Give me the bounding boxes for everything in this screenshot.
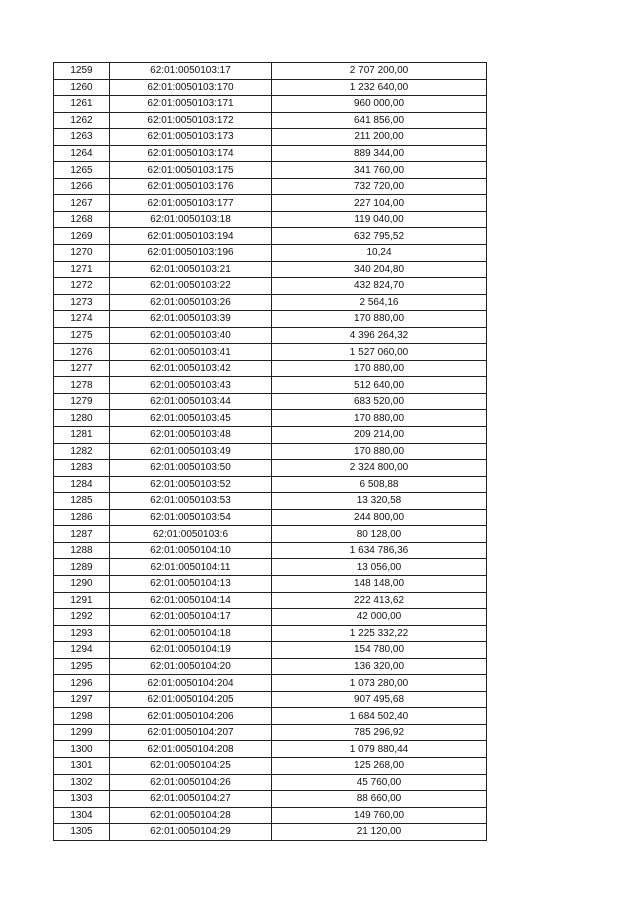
cadastral-number-cell: 62:01:0050103:40 bbox=[110, 327, 272, 344]
row-number-cell: 1263 bbox=[54, 129, 110, 146]
table-row bbox=[54, 96, 487, 113]
table-row bbox=[54, 443, 487, 460]
row-number-cell: 1281 bbox=[54, 427, 110, 444]
cadastral-number-cell: 62:01:0050104:206 bbox=[110, 708, 272, 725]
cadastral-value-cell: 4 396 264,32 bbox=[272, 327, 487, 344]
cadastral-number-cell: 62:01:0050104:17 bbox=[110, 609, 272, 626]
cadastral-number-cell: 62:01:0050104:11 bbox=[110, 559, 272, 576]
table-row bbox=[54, 542, 487, 559]
row-number-cell: 1299 bbox=[54, 724, 110, 741]
cadastral-value-cell: 1 634 786,36 bbox=[272, 542, 487, 559]
row-number-cell: 1280 bbox=[54, 410, 110, 427]
table-row bbox=[54, 625, 487, 642]
row-number-cell: 1277 bbox=[54, 360, 110, 377]
table-row bbox=[54, 195, 487, 212]
row-number-cell: 1286 bbox=[54, 509, 110, 526]
cadastral-number-cell: 62:01:0050103:171 bbox=[110, 96, 272, 113]
cadastral-number-cell: 62:01:0050104:205 bbox=[110, 691, 272, 708]
cadastral-value-table bbox=[53, 62, 487, 841]
row-number-cell: 1303 bbox=[54, 791, 110, 808]
cadastral-number-cell: 62:01:0050103:48 bbox=[110, 427, 272, 444]
cadastral-number-cell: 62:01:0050103:49 bbox=[110, 443, 272, 460]
cadastral-number-cell: 62:01:0050103:43 bbox=[110, 377, 272, 394]
cadastral-number-cell: 62:01:0050103:6 bbox=[110, 526, 272, 543]
cadastral-value-cell: 1 684 502,40 bbox=[272, 708, 487, 725]
cadastral-value-cell: 149 760,00 bbox=[272, 807, 487, 824]
row-number-cell: 1288 bbox=[54, 542, 110, 559]
cadastral-number-cell: 62:01:0050103:44 bbox=[110, 393, 272, 410]
table-row bbox=[54, 162, 487, 179]
row-number-cell: 1271 bbox=[54, 261, 110, 278]
table-row bbox=[54, 327, 487, 344]
cadastral-value-cell: 45 760,00 bbox=[272, 774, 487, 791]
cadastral-number-cell: 62:01:0050104:29 bbox=[110, 824, 272, 841]
cadastral-value-cell: 88 660,00 bbox=[272, 791, 487, 808]
cadastral-value-cell: 170 880,00 bbox=[272, 443, 487, 460]
cadastral-value-cell: 732 720,00 bbox=[272, 178, 487, 195]
row-number-cell: 1278 bbox=[54, 377, 110, 394]
row-number-cell: 1269 bbox=[54, 228, 110, 245]
cadastral-value-cell: 340 204,80 bbox=[272, 261, 487, 278]
table-row bbox=[54, 807, 487, 824]
cadastral-value-cell: 21 120,00 bbox=[272, 824, 487, 841]
cadastral-value-cell: 1 225 332,22 bbox=[272, 625, 487, 642]
table-row bbox=[54, 245, 487, 262]
cadastral-number-cell: 62:01:0050104:28 bbox=[110, 807, 272, 824]
cadastral-value-cell: 2 324 800,00 bbox=[272, 460, 487, 477]
table-row bbox=[54, 493, 487, 510]
table-row bbox=[54, 145, 487, 162]
cadastral-number-cell: 62:01:0050103:26 bbox=[110, 294, 272, 311]
table-row bbox=[54, 708, 487, 725]
cadastral-number-cell: 62:01:0050103:21 bbox=[110, 261, 272, 278]
cadastral-value-cell: 1 232 640,00 bbox=[272, 79, 487, 96]
table-row bbox=[54, 344, 487, 361]
table-row bbox=[54, 791, 487, 808]
row-number-cell: 1285 bbox=[54, 493, 110, 510]
row-number-cell: 1295 bbox=[54, 658, 110, 675]
table-row bbox=[54, 63, 487, 80]
table-row bbox=[54, 393, 487, 410]
row-number-cell: 1300 bbox=[54, 741, 110, 758]
table-row bbox=[54, 559, 487, 576]
row-number-cell: 1274 bbox=[54, 311, 110, 328]
row-number-cell: 1267 bbox=[54, 195, 110, 212]
table-row bbox=[54, 261, 487, 278]
cadastral-value-cell: 341 760,00 bbox=[272, 162, 487, 179]
cadastral-value-cell: 13 056,00 bbox=[272, 559, 487, 576]
table-row bbox=[54, 178, 487, 195]
cadastral-number-cell: 62:01:0050104:27 bbox=[110, 791, 272, 808]
table-row bbox=[54, 360, 487, 377]
cadastral-value-cell: 907 495,68 bbox=[272, 691, 487, 708]
cadastral-value-cell: 960 000,00 bbox=[272, 96, 487, 113]
table-row bbox=[54, 526, 487, 543]
row-number-cell: 1268 bbox=[54, 211, 110, 228]
table-body bbox=[54, 63, 487, 841]
cadastral-number-cell: 62:01:0050103:41 bbox=[110, 344, 272, 361]
table-row bbox=[54, 129, 487, 146]
row-number-cell: 1266 bbox=[54, 178, 110, 195]
table-row bbox=[54, 757, 487, 774]
row-number-cell: 1259 bbox=[54, 63, 110, 80]
table-row bbox=[54, 377, 487, 394]
cadastral-value-cell: 209 214,00 bbox=[272, 427, 487, 444]
table-row bbox=[54, 410, 487, 427]
row-number-cell: 1290 bbox=[54, 575, 110, 592]
cadastral-value-cell: 632 795,52 bbox=[272, 228, 487, 245]
row-number-cell: 1293 bbox=[54, 625, 110, 642]
cadastral-number-cell: 62:01:0050103:173 bbox=[110, 129, 272, 146]
table-row bbox=[54, 460, 487, 477]
cadastral-number-cell: 62:01:0050103:50 bbox=[110, 460, 272, 477]
cadastral-number-cell: 62:01:0050104:207 bbox=[110, 724, 272, 741]
row-number-cell: 1289 bbox=[54, 559, 110, 576]
row-number-cell: 1282 bbox=[54, 443, 110, 460]
row-number-cell: 1292 bbox=[54, 609, 110, 626]
cadastral-value-cell: 6 508,88 bbox=[272, 476, 487, 493]
table-row bbox=[54, 79, 487, 96]
row-number-cell: 1260 bbox=[54, 79, 110, 96]
cadastral-value-cell: 2 707 200,00 bbox=[272, 63, 487, 80]
cadastral-value-cell: 13 320,58 bbox=[272, 493, 487, 510]
cadastral-number-cell: 62:01:0050103:45 bbox=[110, 410, 272, 427]
cadastral-number-cell: 62:01:0050103:18 bbox=[110, 211, 272, 228]
row-number-cell: 1291 bbox=[54, 592, 110, 609]
table-row bbox=[54, 311, 487, 328]
row-number-cell: 1302 bbox=[54, 774, 110, 791]
table-row bbox=[54, 427, 487, 444]
cadastral-value-cell: 2 564,16 bbox=[272, 294, 487, 311]
table-row bbox=[54, 741, 487, 758]
cadastral-number-cell: 62:01:0050103:170 bbox=[110, 79, 272, 96]
cadastral-value-cell: 432 824,70 bbox=[272, 278, 487, 295]
row-number-cell: 1275 bbox=[54, 327, 110, 344]
row-number-cell: 1265 bbox=[54, 162, 110, 179]
table-row bbox=[54, 112, 487, 129]
cadastral-value-cell: 119 040,00 bbox=[272, 211, 487, 228]
table-row bbox=[54, 211, 487, 228]
cadastral-value-cell: 1 079 880,44 bbox=[272, 741, 487, 758]
cadastral-value-cell: 125 268,00 bbox=[272, 757, 487, 774]
cadastral-number-cell: 62:01:0050104:204 bbox=[110, 675, 272, 692]
cadastral-value-cell: 641 856,00 bbox=[272, 112, 487, 129]
row-number-cell: 1301 bbox=[54, 757, 110, 774]
cadastral-value-cell: 1 073 280,00 bbox=[272, 675, 487, 692]
cadastral-number-cell: 62:01:0050103:176 bbox=[110, 178, 272, 195]
cadastral-number-cell: 62:01:0050104:10 bbox=[110, 542, 272, 559]
table-row bbox=[54, 642, 487, 659]
table-row bbox=[54, 691, 487, 708]
cadastral-number-cell: 62:01:0050104:25 bbox=[110, 757, 272, 774]
cadastral-value-cell: 244 800,00 bbox=[272, 509, 487, 526]
cadastral-value-cell: 170 880,00 bbox=[272, 311, 487, 328]
table-row bbox=[54, 228, 487, 245]
cadastral-value-cell: 889 344,00 bbox=[272, 145, 487, 162]
cadastral-number-cell: 62:01:0050103:22 bbox=[110, 278, 272, 295]
row-number-cell: 1294 bbox=[54, 642, 110, 659]
cadastral-value-cell: 80 128,00 bbox=[272, 526, 487, 543]
cadastral-value-cell: 154 780,00 bbox=[272, 642, 487, 659]
row-number-cell: 1287 bbox=[54, 526, 110, 543]
table-row bbox=[54, 824, 487, 841]
table-row bbox=[54, 476, 487, 493]
cadastral-number-cell: 62:01:0050103:39 bbox=[110, 311, 272, 328]
table-row bbox=[54, 675, 487, 692]
row-number-cell: 1298 bbox=[54, 708, 110, 725]
row-number-cell: 1305 bbox=[54, 824, 110, 841]
table-row bbox=[54, 278, 487, 295]
cadastral-number-cell: 62:01:0050104:26 bbox=[110, 774, 272, 791]
row-number-cell: 1261 bbox=[54, 96, 110, 113]
cadastral-number-cell: 62:01:0050103:172 bbox=[110, 112, 272, 129]
row-number-cell: 1296 bbox=[54, 675, 110, 692]
cadastral-value-cell: 683 520,00 bbox=[272, 393, 487, 410]
cadastral-number-cell: 62:01:0050104:208 bbox=[110, 741, 272, 758]
cadastral-number-cell: 62:01:0050104:18 bbox=[110, 625, 272, 642]
cadastral-number-cell: 62:01:0050104:20 bbox=[110, 658, 272, 675]
cadastral-value-cell: 211 200,00 bbox=[272, 129, 487, 146]
cadastral-value-cell: 42 000,00 bbox=[272, 609, 487, 626]
row-number-cell: 1297 bbox=[54, 691, 110, 708]
table-row bbox=[54, 774, 487, 791]
row-number-cell: 1264 bbox=[54, 145, 110, 162]
cadastral-value-cell: 227 104,00 bbox=[272, 195, 487, 212]
table-row bbox=[54, 575, 487, 592]
table-row bbox=[54, 592, 487, 609]
cadastral-number-cell: 62:01:0050103:177 bbox=[110, 195, 272, 212]
cadastral-number-cell: 62:01:0050104:19 bbox=[110, 642, 272, 659]
cadastral-value-cell: 512 640,00 bbox=[272, 377, 487, 394]
row-number-cell: 1273 bbox=[54, 294, 110, 311]
row-number-cell: 1262 bbox=[54, 112, 110, 129]
cadastral-number-cell: 62:01:0050104:13 bbox=[110, 575, 272, 592]
cadastral-number-cell: 62:01:0050104:14 bbox=[110, 592, 272, 609]
cadastral-number-cell: 62:01:0050103:53 bbox=[110, 493, 272, 510]
cadastral-number-cell: 62:01:0050103:175 bbox=[110, 162, 272, 179]
row-number-cell: 1304 bbox=[54, 807, 110, 824]
cadastral-number-cell: 62:01:0050103:194 bbox=[110, 228, 272, 245]
table-row bbox=[54, 658, 487, 675]
cadastral-value-cell: 1 527 060,00 bbox=[272, 344, 487, 361]
cadastral-value-cell: 148 148,00 bbox=[272, 575, 487, 592]
cadastral-number-cell: 62:01:0050103:17 bbox=[110, 63, 272, 80]
cadastral-number-cell: 62:01:0050103:54 bbox=[110, 509, 272, 526]
row-number-cell: 1270 bbox=[54, 245, 110, 262]
cadastral-value-cell: 10,24 bbox=[272, 245, 487, 262]
cadastral-value-cell: 136 320,00 bbox=[272, 658, 487, 675]
cadastral-value-cell: 785 296,92 bbox=[272, 724, 487, 741]
row-number-cell: 1276 bbox=[54, 344, 110, 361]
row-number-cell: 1283 bbox=[54, 460, 110, 477]
table-row bbox=[54, 609, 487, 626]
cadastral-number-cell: 62:01:0050103:196 bbox=[110, 245, 272, 262]
cadastral-value-cell: 170 880,00 bbox=[272, 360, 487, 377]
table-row bbox=[54, 294, 487, 311]
cadastral-number-cell: 62:01:0050103:174 bbox=[110, 145, 272, 162]
row-number-cell: 1284 bbox=[54, 476, 110, 493]
cadastral-value-cell: 222 413,62 bbox=[272, 592, 487, 609]
row-number-cell: 1272 bbox=[54, 278, 110, 295]
table-row bbox=[54, 509, 487, 526]
cadastral-number-cell: 62:01:0050103:42 bbox=[110, 360, 272, 377]
row-number-cell: 1279 bbox=[54, 393, 110, 410]
cadastral-value-cell: 170 880,00 bbox=[272, 410, 487, 427]
cadastral-number-cell: 62:01:0050103:52 bbox=[110, 476, 272, 493]
table-row bbox=[54, 724, 487, 741]
